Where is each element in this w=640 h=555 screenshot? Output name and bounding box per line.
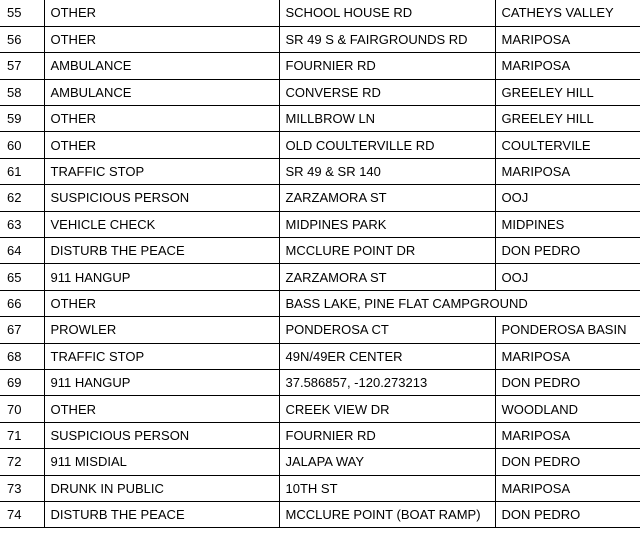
row-number-cell: 66 <box>0 290 44 316</box>
row-number-cell: 72 <box>0 449 44 475</box>
row-number-cell: 56 <box>0 26 44 52</box>
incident-type-cell: DRUNK IN PUBLIC <box>44 475 279 501</box>
row-number-cell: 67 <box>0 317 44 343</box>
location-cell: ZARZAMORA ST <box>279 264 495 290</box>
incident-type-cell: SUSPICIOUS PERSON <box>44 185 279 211</box>
table-row <box>0 422 640 448</box>
city-cell: MIDPINES <box>495 211 640 237</box>
city-cell: MARIPOSA <box>495 158 640 184</box>
city-cell: OOJ <box>495 185 640 211</box>
location-cell: MCCLURE POINT (BOAT RAMP) <box>279 501 495 527</box>
city-cell: MARIPOSA <box>495 53 640 79</box>
city-cell: GREELEY HILL <box>495 79 640 105</box>
row-number-cell: 65 <box>0 264 44 290</box>
location-cell: 49N/49ER CENTER <box>279 343 495 369</box>
location-cell: MIDPINES PARK <box>279 211 495 237</box>
incident-type-cell: DISTURB THE PEACE <box>44 238 279 264</box>
table-row <box>0 106 640 132</box>
city-cell: PONDEROSA BASIN <box>495 317 640 343</box>
location-cell: FOURNIER RD <box>279 422 495 448</box>
location-cell: PONDEROSA CT <box>279 317 495 343</box>
location-cell: 10TH ST <box>279 475 495 501</box>
location-cell: OLD COULTERVILLE RD <box>279 132 495 158</box>
table-row <box>0 79 640 105</box>
table-row <box>0 475 640 501</box>
city-cell: CATHEYS VALLEY <box>495 0 640 26</box>
incident-type-cell: 911 HANGUP <box>44 264 279 290</box>
location-cell: FOURNIER RD <box>279 53 495 79</box>
table-row <box>0 185 640 211</box>
incident-type-cell: 911 MISDIAL <box>44 449 279 475</box>
table-row <box>0 369 640 395</box>
incident-type-cell: OTHER <box>44 132 279 158</box>
row-number-cell: 62 <box>0 185 44 211</box>
location-cell: CREEK VIEW DR <box>279 396 495 422</box>
location-cell: ZARZAMORA ST <box>279 185 495 211</box>
table-row <box>0 238 640 264</box>
city-cell: COULTERVILE <box>495 132 640 158</box>
incident-type-cell: OTHER <box>44 396 279 422</box>
table-row <box>0 264 640 290</box>
location-cell: BASS LAKE, PINE FLAT CAMPGROUND <box>279 290 640 316</box>
city-cell: MARIPOSA <box>495 26 640 52</box>
row-number-cell: 73 <box>0 475 44 501</box>
location-cell: 37.586857, -120.273213 <box>279 369 495 395</box>
table-row <box>0 343 640 369</box>
table-row <box>0 26 640 52</box>
row-number-cell: 60 <box>0 132 44 158</box>
table-row <box>0 396 640 422</box>
table-row <box>0 158 640 184</box>
incident-type-cell: OTHER <box>44 106 279 132</box>
row-number-cell: 70 <box>0 396 44 422</box>
table-row <box>0 211 640 237</box>
location-cell: SR 49 S & FAIRGROUNDS RD <box>279 26 495 52</box>
incident-type-cell: TRAFFIC STOP <box>44 158 279 184</box>
incident-type-cell: OTHER <box>44 290 279 316</box>
city-cell: MARIPOSA <box>495 343 640 369</box>
location-cell: CONVERSE RD <box>279 79 495 105</box>
incident-type-cell: VEHICLE CHECK <box>44 211 279 237</box>
city-cell: WOODLAND <box>495 396 640 422</box>
row-number-cell: 63 <box>0 211 44 237</box>
city-cell: DON PEDRO <box>495 501 640 527</box>
row-number-cell: 55 <box>0 0 44 26</box>
row-number-cell: 64 <box>0 238 44 264</box>
city-cell: MARIPOSA <box>495 422 640 448</box>
incident-type-cell: TRAFFIC STOP <box>44 343 279 369</box>
row-number-cell: 68 <box>0 343 44 369</box>
row-number-cell: 61 <box>0 158 44 184</box>
incident-type-cell: AMBULANCE <box>44 79 279 105</box>
table-row <box>0 132 640 158</box>
incident-type-cell: OTHER <box>44 26 279 52</box>
row-number-cell: 59 <box>0 106 44 132</box>
incident-type-cell: DISTURB THE PEACE <box>44 501 279 527</box>
location-cell: SCHOOL HOUSE RD <box>279 0 495 26</box>
incident-type-cell: OTHER <box>44 0 279 26</box>
location-cell: JALAPA WAY <box>279 449 495 475</box>
row-number-cell: 58 <box>0 79 44 105</box>
table-row <box>0 449 640 475</box>
city-cell: GREELEY HILL <box>495 106 640 132</box>
incident-type-cell: SUSPICIOUS PERSON <box>44 422 279 448</box>
location-cell: SR 49 & SR 140 <box>279 158 495 184</box>
city-cell: DON PEDRO <box>495 369 640 395</box>
table-row <box>0 501 640 527</box>
incident-type-cell: AMBULANCE <box>44 53 279 79</box>
city-cell: DON PEDRO <box>495 449 640 475</box>
row-number-cell: 71 <box>0 422 44 448</box>
incident-type-cell: PROWLER <box>44 317 279 343</box>
city-cell: DON PEDRO <box>495 238 640 264</box>
table-row <box>0 0 640 26</box>
row-number-cell: 69 <box>0 369 44 395</box>
table-row <box>0 317 640 343</box>
city-cell: MARIPOSA <box>495 475 640 501</box>
row-number-cell: 74 <box>0 501 44 527</box>
location-cell: MCCLURE POINT DR <box>279 238 495 264</box>
table-row <box>0 290 640 316</box>
incident-type-cell: 911 HANGUP <box>44 369 279 395</box>
table-row <box>0 53 640 79</box>
row-number-cell: 57 <box>0 53 44 79</box>
location-cell: MILLBROW LN <box>279 106 495 132</box>
city-cell: OOJ <box>495 264 640 290</box>
